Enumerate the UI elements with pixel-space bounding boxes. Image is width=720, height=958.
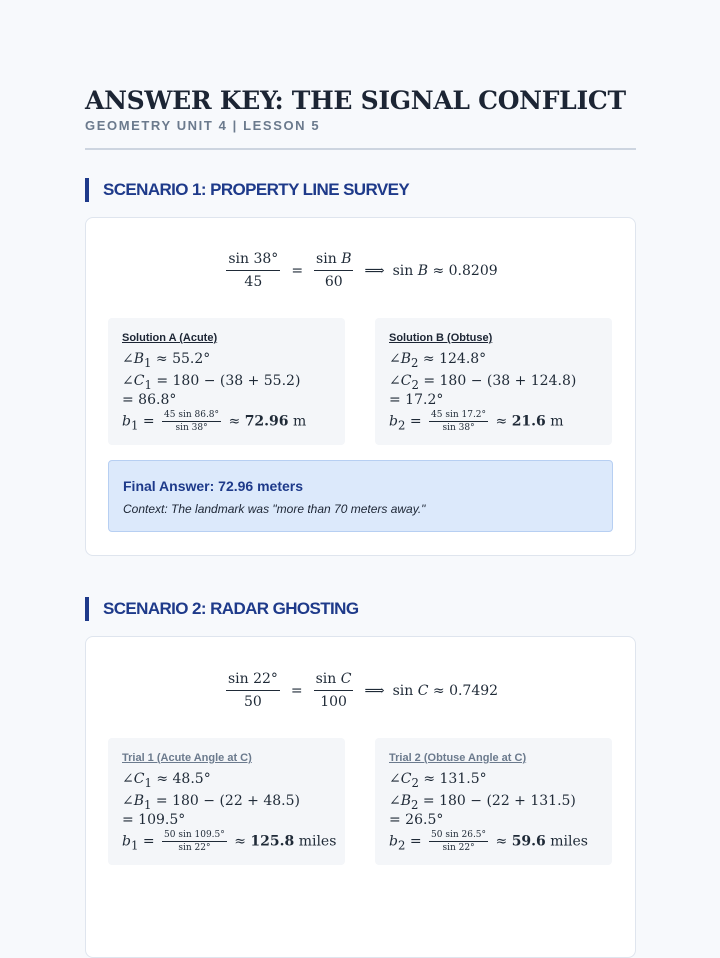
page-subtitle: GEOMETRY UNIT 4 | LESSON 5 — [85, 118, 321, 133]
solution-b-side: $b_2$ = $\frac{45 \sin 17.2^\circ}{\sin 38^\circ}$ ≈ 21.6 m — [389, 410, 564, 433]
solution-b-panel — [375, 318, 612, 445]
solution-a-third-angle-result: = 86.8° — [122, 392, 177, 408]
solution-b-title: Solution B (Obtuse) — [389, 332, 493, 344]
scenario-1-heading: SCENARIO 1: PROPERTY LINE SURVEY — [85, 178, 409, 202]
trial-2-side: $b_2$ = $\frac{50 \sin 26.5^\circ}{\sin 22^\circ}$ ≈ 59.6 miles — [389, 830, 588, 853]
solution-b-angle: $\angle B_2 \approx 124.8^\circ$ — [389, 351, 487, 370]
equation-lhs-fraction: $\frac{\sin 22^\circ}{50}$ — [227, 671, 278, 710]
scenario-2-card — [85, 636, 636, 958]
final-answer-box — [108, 460, 613, 532]
trial-2-third-angle-result: = 26.5° — [389, 812, 444, 828]
final-answer-context: Context: The landmark was "more than 70 meters away." — [123, 502, 426, 516]
trial-1-panel — [108, 738, 345, 865]
trial-2-angle: $\angle C_2 \approx 131.5^\circ$ — [389, 771, 487, 790]
final-answer-title: Final Answer: 72.96 meters — [123, 478, 304, 494]
solution-b-third-angle-result: = 17.2° — [389, 392, 444, 408]
scenario-2-heading: SCENARIO 2: RADAR GHOSTING — [85, 597, 358, 621]
equation-result: sin C ≈ 0.7492 — [392, 682, 499, 699]
trial-2-third-angle: $\angle B_2 = 180 - (22 + 131.5)$ — [389, 793, 576, 812]
trial-1-angle: $\angle C_1 \approx 48.5^\circ$ — [122, 771, 211, 790]
trial-2-title: Trial 2 (Obtuse Angle at C) — [389, 752, 527, 764]
solution-a-angle: $\angle B_1 \approx 55.2^\circ$ — [122, 351, 211, 370]
page-title: ANSWER KEY: THE SIGNAL CONFLICT — [85, 86, 626, 115]
scenario-1-equation: $\frac{\sin 38^\circ}{45}$ = $\frac{\text{sin B}}{60}$ ⟹ sin B ≈ 0.8209 — [228, 251, 498, 290]
equation-rhs-fraction: $\frac{\text{sin C}}{100}$ — [315, 671, 352, 710]
equation-lhs-fraction: $\frac{\sin 38^\circ}{45}$ — [228, 251, 279, 290]
scenario-1-card — [85, 217, 636, 556]
equation-rhs-fraction: $\frac{\text{sin B}}{60}$ — [316, 251, 352, 290]
equation-result: sin B ≈ 0.8209 — [392, 262, 498, 279]
solution-a-panel — [108, 318, 345, 445]
solution-b-third-angle: $\angle C_2 = 180 - (38 + 124.8)$ — [389, 373, 577, 392]
trial-1-third-angle-result: = 109.5° — [122, 812, 186, 828]
trial-1-title: Trial 1 (Acute Angle at C) — [122, 752, 252, 764]
trial-1-side: $b_1$ = $\frac{50 \sin 109.5^\circ}{\sin 22^\circ}$ ≈ 125.8 miles — [122, 830, 337, 853]
solution-a-third-angle: $\angle C_1 = 180 - (38 + 55.2)$ — [122, 373, 301, 392]
solution-a-title: Solution A (Acute) — [122, 332, 218, 344]
solution-a-side: $b_1$ = $\frac{45 \sin 86.8^\circ}{\sin 38^\circ}$ ≈ 72.96 m — [122, 410, 307, 433]
trial-1-third-angle: $\angle B_1 = 180 - (22 + 48.5)$ — [122, 793, 300, 812]
trial-2-panel — [375, 738, 612, 865]
scenario-2-equation: $\frac{\sin 22^\circ}{50}$ = $\frac{\text{sin C}}{100}$ ⟹ sin C ≈ 0.7492 — [227, 671, 499, 710]
header-divider — [85, 148, 636, 150]
